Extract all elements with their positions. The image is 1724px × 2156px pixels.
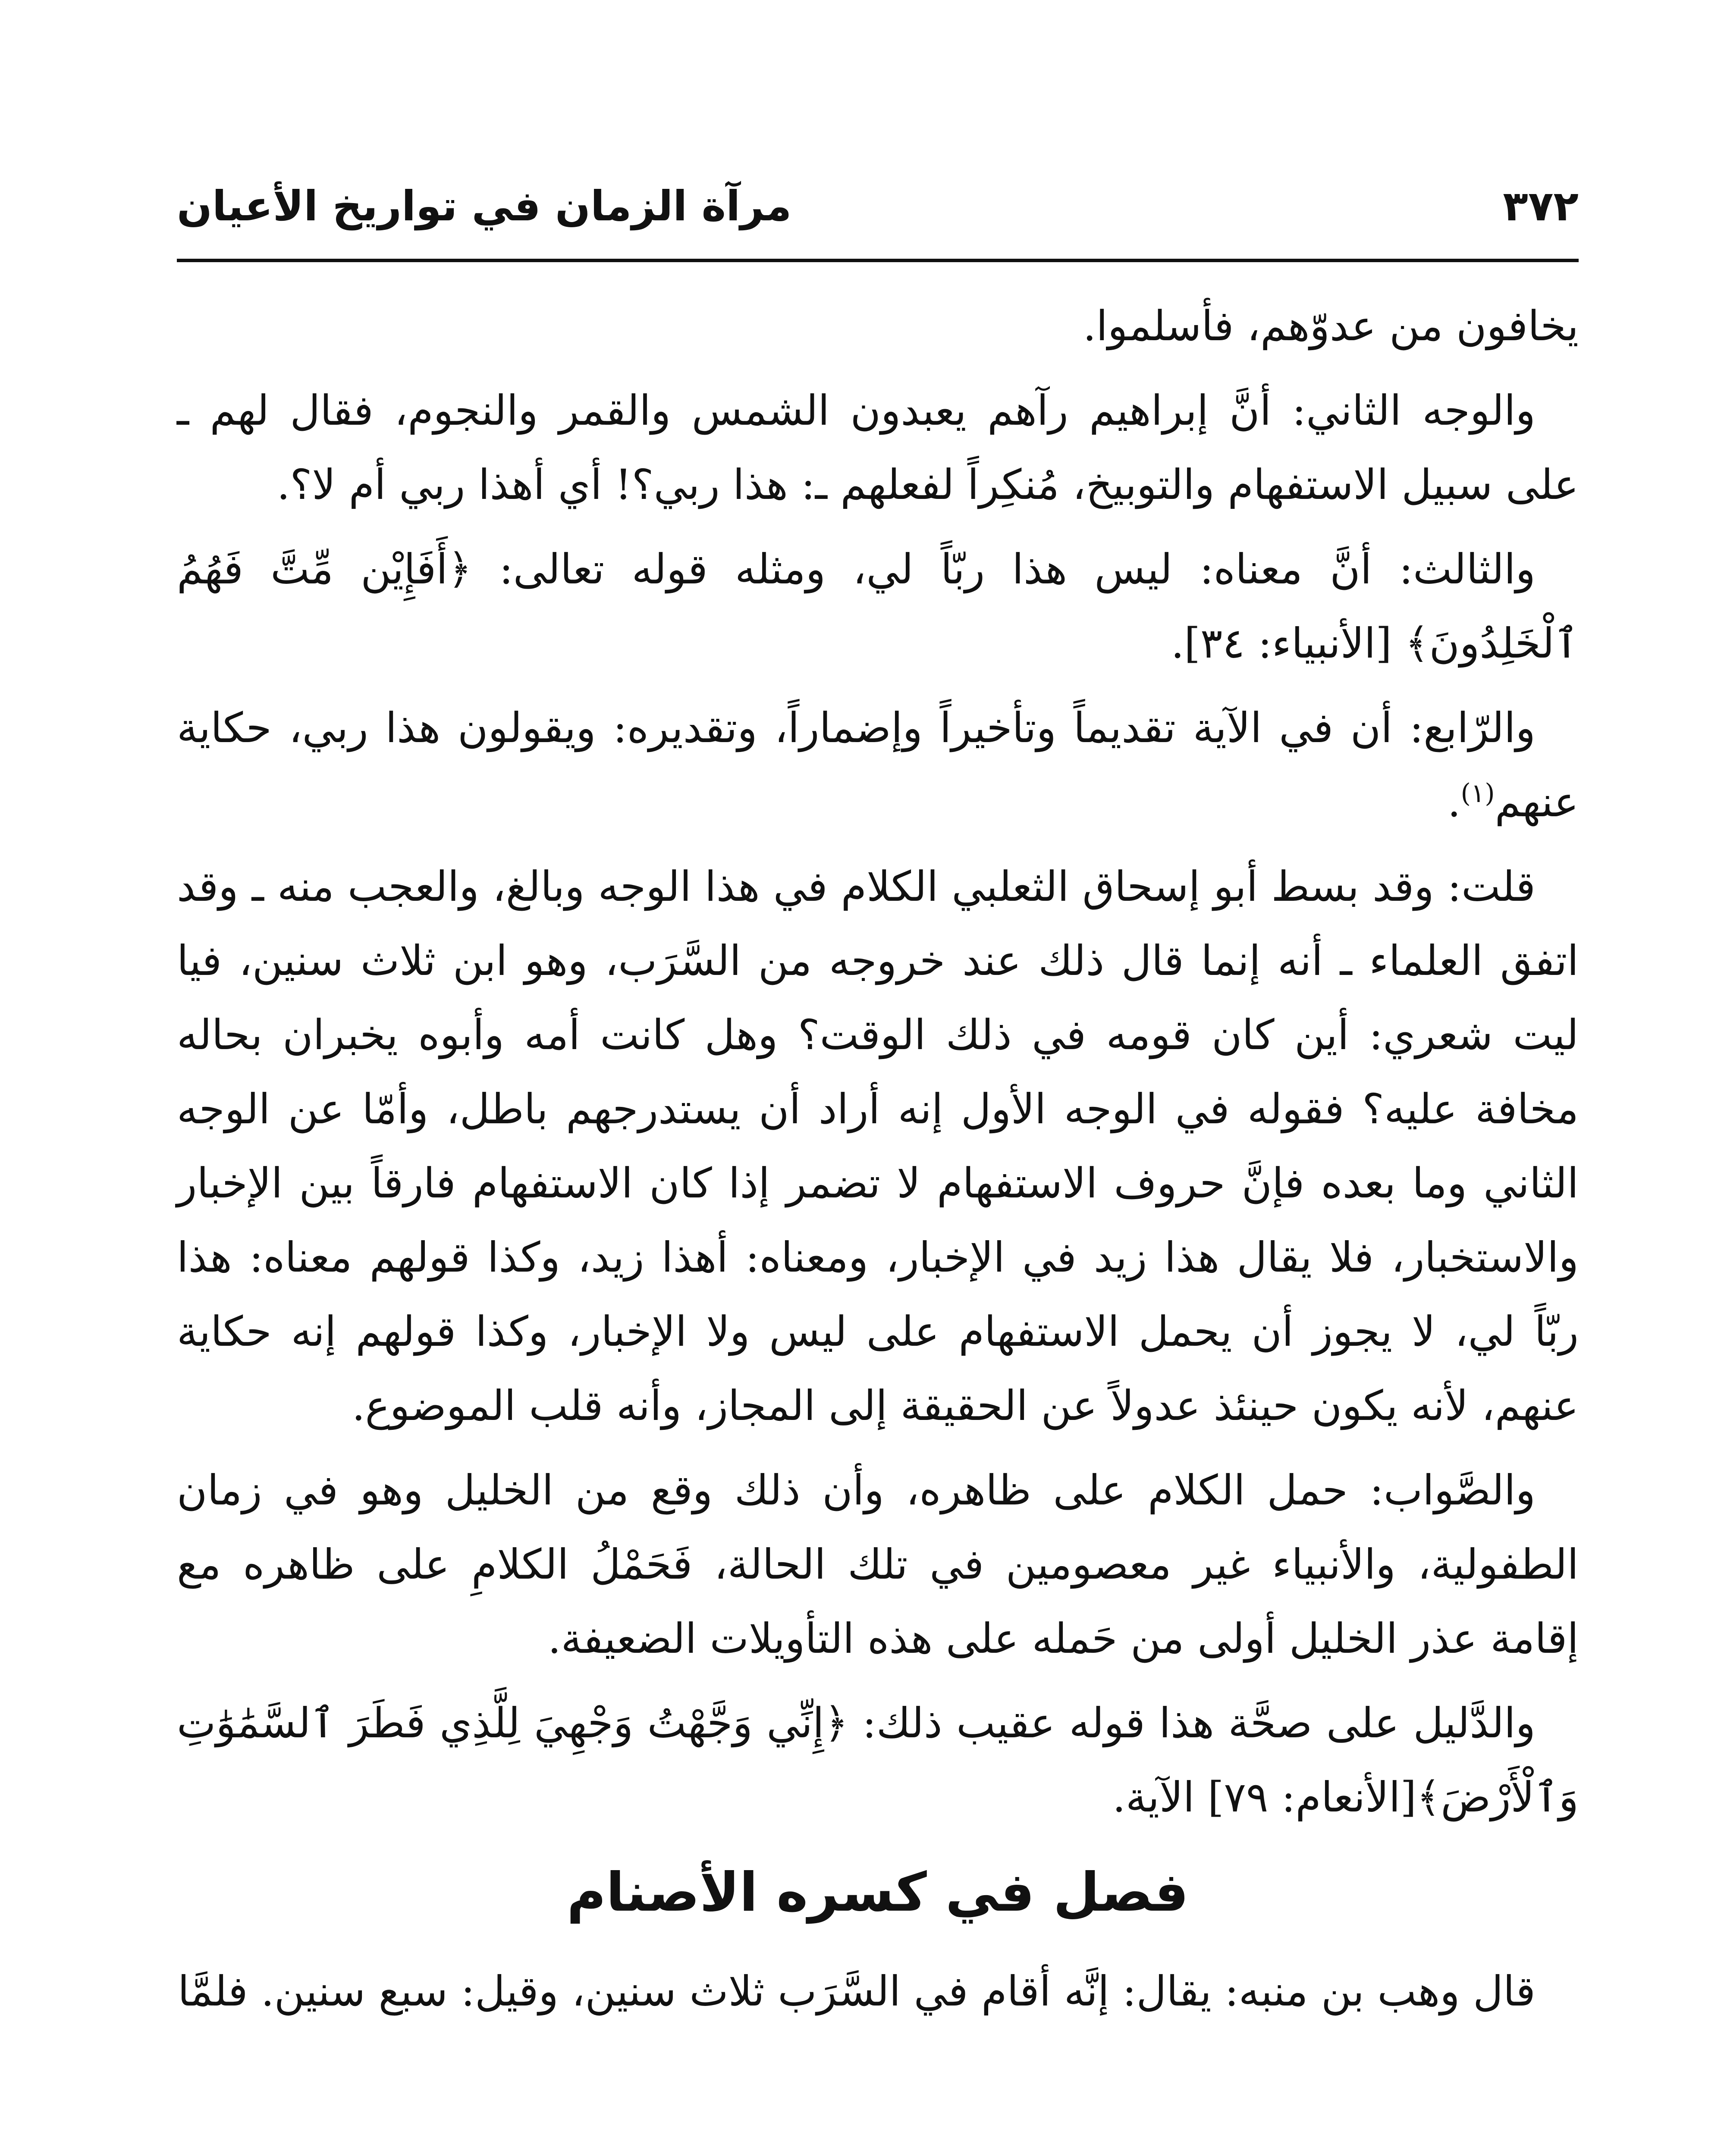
section-heading: فصل في كسره الأصنام bbox=[567, 1861, 1189, 1924]
section-paragraph-1: قال وهب بن منبه: يقال: إنَّه أقام في السَّرَب ثلاث سنين، وقيل: سبع سنين. فلمَّا bbox=[178, 1967, 1536, 2015]
book-title: مرآة الزمان في تواريخ الأعيان bbox=[177, 182, 792, 230]
paragraph-2: والوجه الثاني: أنَّ إبراهيم رآهم يعبدون الشمس والقمر والنجوم، فقال لهم ـ على سبيل الاستفهام والتوبيخ، مُنكِراً لفعلهم ـ: هذا ربي؟! أي أهذا ربي أم لا؟. bbox=[177, 386, 1579, 509]
paragraph-4-text: والرّابع: أن في الآية تقديماً وتأخيراً وإضماراً، وتقديره: ويقولون هذا ربي، حكاية عنهم bbox=[177, 704, 1579, 826]
paragraph-7: والدَّليل على صحَّة هذا قوله عقيب ذلك: ﴿إِنِّي وَجَّهْتُ وَجْهِيَ لِلَّذِي فَطَرَ ٱلسَّمَٰوَٰتِ وَٱلْأَرْضَ﴾[الأنعام: ٧٩] الآية. bbox=[177, 1699, 1579, 1821]
paragraph-4 bbox=[177, 691, 1579, 839]
paragraph-5: قلت: وقد بسط أبو إسحاق الثعلبي الكلام في هذا الوجه وبالغ، والعجب منه ـ وقد اتفق العلماء ـ أنه إنما قال ذلك عند خروجه من السَّرَب، وهو ابن ثلاث سنين، فيا ليت شعري: أين كان قومه في ذلك الوقت؟ وهل كانت أمه وأبوه يخبران بحاله مخافة عليه؟ فقوله في الوجه الأول إنه أراد أن يستدرجهم باطل، وأمّا عن الوجه الثاني وما بعده فإنَّ حروف الاستفهام لا تضمر إذا كان الاستفهام فارقاً بين الإخبار والاستخبار، فلا يقال هذا زيد في الإخبار، ومعناه: أهذا زيد، وكذا قولهم معناه: هذا ربّاً لي، لا يجوز أن يحمل الاستفهام على ليس ولا الإخبار، وكذا قولهم إنه حكاية عنهم، لأنه يكون حينئذ عدولاً عن الحقيقة إلى المجاز، وأنه قلب الموضوع. bbox=[177, 862, 1579, 1430]
paragraph-1: يخافون من عدوّهم، فأسلموا. bbox=[1083, 302, 1579, 350]
paragraph-6: والصَّواب: حمل الكلام على ظاهره، وأن ذلك وقع من الخليل وهو في زمان الطفولية، والأنبياء غير معصومين في تلك الحالة، فَحَمْلُ الكلامِ على ظاهره مع إقامة عذر الخليل أولى من حَمله على هذه التأويلات الضعيفة. bbox=[177, 1466, 1579, 1663]
header-divider bbox=[177, 259, 1579, 262]
page-number: ٣٧٢ bbox=[1503, 182, 1579, 230]
page-body bbox=[177, 289, 1579, 2039]
footnote-ref-1: (١) bbox=[1460, 778, 1495, 808]
paragraph-4-end: . bbox=[1448, 778, 1461, 826]
paragraph-3: والثالث: أنَّ معناه: ليس هذا ربّاً لي، ومثله قوله تعالى: ﴿أَفَإِيْن مِّتَّ فَهُمُ ٱلْخَلِدُونَ﴾ [الأنبياء: ٣٤]. bbox=[177, 545, 1579, 667]
page-header bbox=[177, 177, 1579, 263]
